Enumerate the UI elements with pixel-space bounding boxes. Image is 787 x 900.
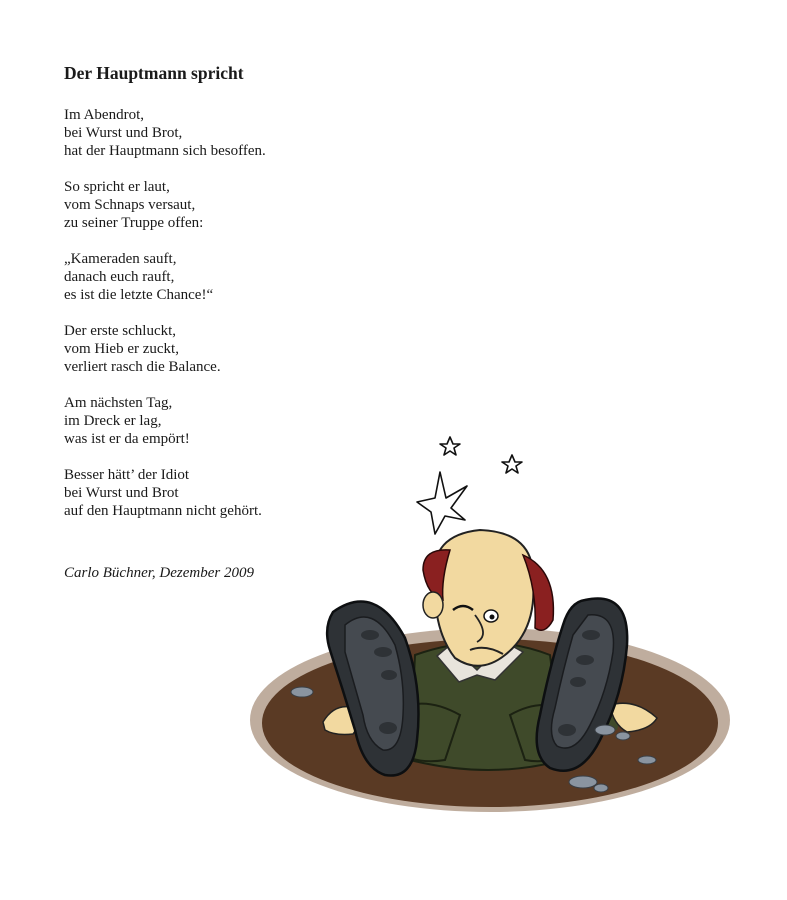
poem-line: danach euch rauft,	[64, 269, 175, 285]
poem-line: Der erste schluckt,	[64, 323, 177, 339]
star-icon	[502, 455, 522, 473]
poem-line: „Kameraden sauft,	[64, 251, 177, 267]
poem-line: auf den Hauptmann nicht gehört.	[64, 503, 262, 519]
stanza	[64, 106, 394, 160]
pebble	[569, 776, 597, 788]
poem-line: Im Abendrot,	[64, 107, 144, 123]
poem-line: im Dreck er lag,	[64, 413, 162, 429]
stanza	[64, 322, 394, 376]
poem-line: Besser hätt’ der Idiot	[64, 467, 190, 483]
dizzy-stars	[417, 437, 522, 534]
poem-line: Am nächsten Tag,	[64, 395, 173, 411]
poem-line: was ist er da empört!	[64, 431, 190, 447]
poem-line: bei Wurst und Brot	[64, 485, 179, 501]
poem-author: Carlo Büchner, Dezember 2009	[64, 565, 254, 581]
pebble	[291, 687, 313, 697]
pupil	[490, 615, 495, 620]
star-icon	[417, 472, 467, 534]
poem-line: hat der Hauptmann sich besoffen.	[64, 143, 266, 159]
pebble	[594, 784, 608, 792]
poem-line: vom Hieb er zuckt,	[64, 341, 179, 357]
poem-line: vom Schnaps versaut,	[64, 197, 196, 213]
star-icon	[440, 437, 460, 455]
poem-line: bei Wurst und Brot,	[64, 125, 183, 141]
pebble	[638, 756, 656, 764]
pebble	[595, 725, 615, 735]
soldier-illustration	[245, 430, 735, 815]
stanza	[64, 178, 394, 232]
stanza	[64, 250, 394, 304]
poem-line: es ist die letzte Chance!“	[64, 287, 214, 303]
pebble	[616, 732, 630, 740]
poem-line: verliert rasch die Balance.	[64, 359, 221, 375]
poem-line: So spricht er laut,	[64, 179, 170, 195]
poem-line: zu seiner Truppe offen:	[64, 215, 204, 231]
poem-title: Der Hauptmann spricht	[64, 63, 244, 83]
ear	[423, 592, 443, 618]
